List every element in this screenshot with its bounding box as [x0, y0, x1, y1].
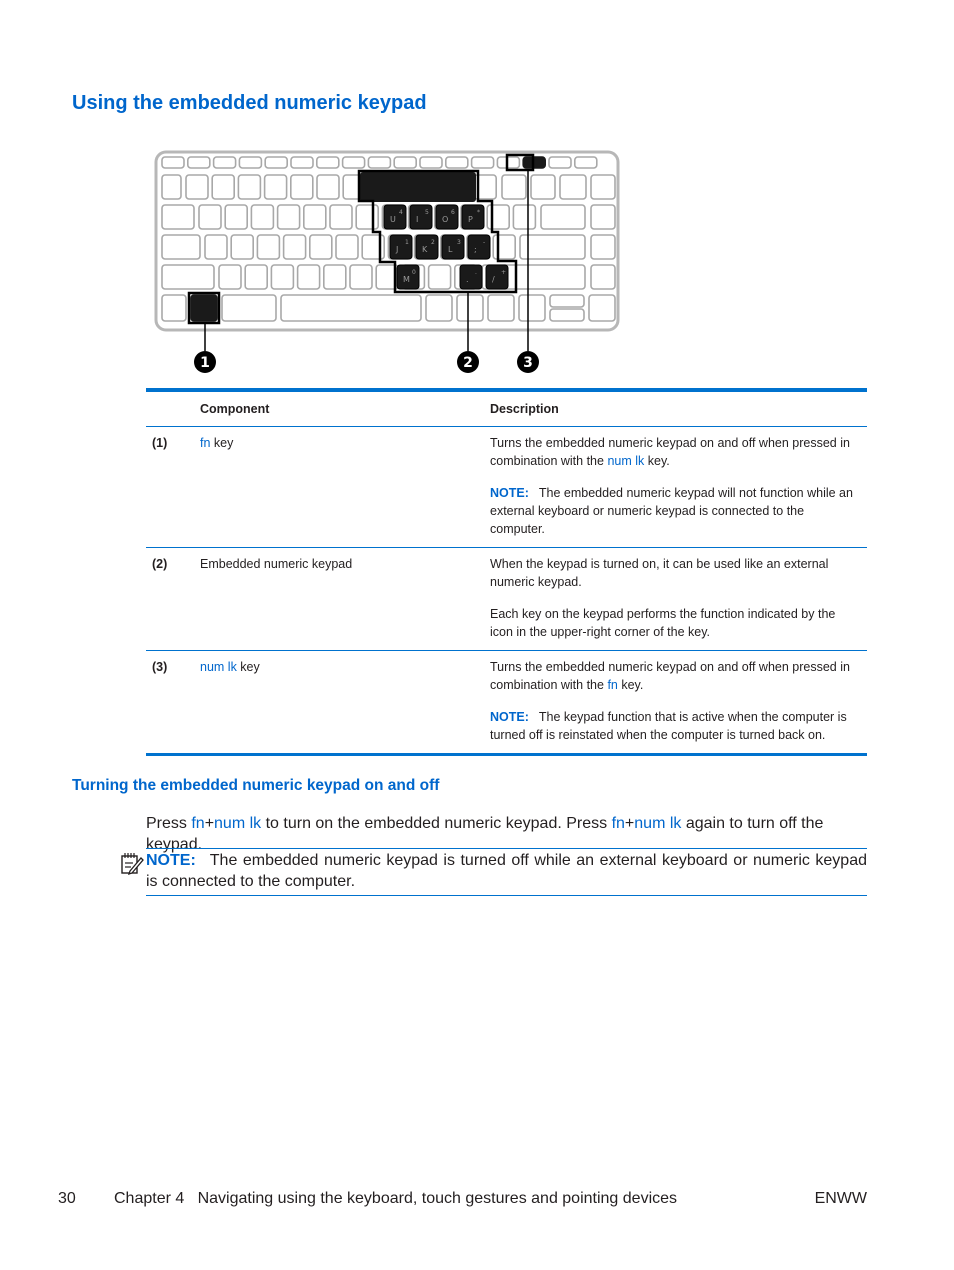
key [589, 295, 615, 321]
keypad-key [410, 205, 432, 229]
key [520, 235, 585, 259]
note-label: NOTE: [146, 852, 196, 869]
keypad-key-label: L [448, 245, 453, 254]
keypad-key [390, 235, 412, 259]
key [162, 295, 186, 321]
key [265, 175, 287, 199]
component-name [194, 651, 484, 755]
keypad-key-alt-label: 6 [451, 209, 455, 216]
key [219, 265, 241, 289]
key [284, 235, 306, 259]
keypad-key [397, 265, 419, 289]
function-key [394, 157, 416, 168]
chapter-title: Chapter 4 Navigating using the keyboard, touch gestures and pointing devices [114, 1190, 678, 1207]
note-text: The keypad function that is active when the computer is turned off is reinstated when the computer is turned back on. [490, 710, 847, 742]
table-row [146, 651, 867, 755]
component-name [194, 427, 484, 548]
key [162, 235, 200, 259]
callout-1 [194, 351, 216, 373]
row-number: (3) [152, 660, 168, 674]
key [298, 265, 320, 289]
key [591, 235, 615, 259]
component-description [484, 427, 867, 548]
key [245, 265, 267, 289]
keypad-key-alt-label: . [475, 269, 477, 276]
table-header-component: Component [200, 402, 270, 416]
keypad-key-alt-label: - [483, 239, 486, 246]
component-name-suffix: key [210, 436, 234, 450]
key [591, 175, 615, 199]
key [356, 205, 378, 229]
key [531, 175, 555, 199]
description-paragraph [490, 434, 861, 470]
keypad-key [486, 265, 508, 289]
callout-number: 3 [523, 355, 533, 371]
keypad-key-cap [460, 265, 482, 289]
key [162, 175, 181, 199]
keypad-key-label: M [403, 275, 410, 284]
key [350, 265, 372, 289]
description-text: Turns the embedded numeric keypad on and off when pressed in combination with the [490, 436, 850, 468]
description-text: Turns the embedded numeric keypad on and off when pressed in combination with the [490, 660, 850, 692]
key-name: num lk [200, 660, 237, 674]
key [488, 295, 514, 321]
key [519, 295, 545, 321]
function-key [497, 157, 519, 168]
key [199, 205, 221, 229]
plus-sign: + [624, 815, 635, 832]
key [426, 295, 452, 321]
key [231, 235, 253, 259]
key [162, 265, 214, 289]
note-text: The embedded numeric keypad will not function while an external keyboard or numeric keypad is connected to the computer. [490, 486, 853, 536]
keypad-key [460, 265, 482, 289]
note-label: NOTE: [490, 710, 529, 724]
function-key [214, 157, 236, 168]
table-row [146, 427, 867, 548]
key [281, 295, 421, 321]
key [330, 205, 352, 229]
note-label: NOTE: [490, 486, 529, 500]
key-name: num lk [607, 454, 645, 468]
keypad-key [384, 205, 406, 229]
plus-sign: + [204, 815, 215, 832]
keypad-key-alt-label: 2 [431, 239, 435, 246]
keypad-key-label: I [416, 215, 419, 224]
keypad-key [436, 205, 458, 229]
function-key [446, 157, 468, 168]
key [487, 205, 509, 229]
keypad-key-alt-label: 0 [412, 269, 416, 276]
function-key [575, 157, 597, 168]
keypad-key [442, 235, 464, 259]
function-key [317, 157, 339, 168]
note-icon [120, 851, 144, 875]
key [560, 175, 586, 199]
page-number: 30 [58, 1190, 76, 1207]
function-key [265, 157, 287, 168]
key [238, 175, 260, 199]
keypad-key-alt-label: 3 [457, 239, 461, 246]
callout-2 [457, 351, 479, 373]
row-number: (2) [152, 557, 168, 571]
keypad-key-label: J [396, 245, 399, 254]
function-key [162, 157, 184, 168]
description-note [490, 484, 861, 538]
key [317, 175, 339, 199]
section-title: Using the embedded numeric keypad [72, 92, 427, 114]
function-key [291, 157, 313, 168]
key [324, 265, 346, 289]
description-paragraph [490, 658, 861, 694]
note-box [146, 848, 867, 896]
keypad-key-alt-label: 4 [399, 209, 403, 216]
keypad-key-alt-label: + [501, 269, 507, 276]
keypad-key-label: K [422, 245, 428, 254]
keypad-key-label: U [390, 215, 396, 224]
component-description [484, 548, 867, 651]
key [205, 235, 227, 259]
function-key [188, 157, 210, 168]
keypad-key-label: O [442, 215, 449, 224]
keypad-number-row [360, 172, 476, 202]
component-description [484, 651, 867, 755]
key [541, 205, 585, 229]
subsection-title: Turning the embedded numeric keypad on and off [72, 777, 440, 794]
key [591, 205, 615, 229]
key [278, 205, 300, 229]
key [429, 265, 451, 289]
key [251, 205, 273, 229]
key-name: fn [607, 678, 618, 692]
callout-number: 1 [200, 355, 210, 371]
key [457, 295, 483, 321]
component-name: Embedded numeric keypad [200, 557, 353, 571]
instruction-text: again to turn off the keypad. [146, 815, 824, 853]
callout-number: 2 [463, 355, 473, 371]
keypad-key-alt-label: 1 [405, 239, 409, 246]
table-header-row [146, 390, 867, 427]
function-key [343, 157, 365, 168]
keypad-key-alt-label: * [477, 209, 480, 216]
description-note [490, 708, 861, 744]
function-key [472, 157, 494, 168]
instruction-text: to turn on the embedded numeric keypad. Press [261, 815, 612, 832]
key [310, 235, 332, 259]
key [493, 235, 515, 259]
component-name-suffix: key [236, 660, 260, 674]
keypad-key-label: / [492, 275, 495, 284]
function-key [239, 157, 261, 168]
callout-3 [517, 351, 539, 373]
key-name: fn [611, 815, 625, 832]
keypad-key-cap [468, 235, 490, 259]
row-number: (1) [152, 436, 168, 450]
keypad-key-alt-label: 5 [425, 209, 429, 216]
function-key [549, 157, 571, 168]
keyboard-illustration [150, 146, 630, 374]
key [513, 205, 535, 229]
key [304, 205, 326, 229]
description-text: key. [617, 678, 644, 692]
key-name: num lk [634, 815, 682, 832]
key-name: fn [191, 815, 205, 832]
function-key [368, 157, 390, 168]
keypad-key [468, 235, 490, 259]
note-text: The embedded numeric keypad is turned off while an external keyboard or numeric keypad is connected to the computer. [146, 852, 867, 890]
key [502, 175, 526, 199]
function-key [420, 157, 442, 168]
key [212, 175, 234, 199]
key [186, 175, 208, 199]
keypad-key [462, 205, 484, 229]
keypad-key-label: P [468, 215, 473, 224]
key-name: num lk [214, 815, 262, 832]
footer-code: ENWW [814, 1190, 867, 1207]
key [591, 265, 615, 289]
key [162, 205, 194, 229]
key [271, 265, 293, 289]
key [336, 235, 358, 259]
description-paragraph: Each key on the keypad performs the function indicated by the icon in the upper-right corner of the key. [490, 607, 836, 639]
key [225, 205, 247, 229]
key [550, 295, 584, 307]
keypad-key-label: . [466, 275, 469, 284]
instruction-text: Press [146, 815, 192, 832]
key [550, 309, 584, 321]
keypad-key-label: ; [474, 245, 477, 254]
table-row [146, 548, 867, 651]
component-table [146, 388, 867, 756]
keypad-key [416, 235, 438, 259]
key [222, 295, 276, 321]
fn-key [191, 295, 217, 321]
description-text: key. [644, 454, 670, 468]
table-header-description: Description [490, 402, 559, 416]
key [257, 235, 279, 259]
description-paragraph: When the keypad is turned on, it can be used like an external numeric keypad. [490, 557, 829, 589]
keypad-key-cap [462, 205, 484, 229]
key [291, 175, 313, 199]
key-name: fn [200, 436, 211, 450]
table-header-num [146, 390, 194, 427]
